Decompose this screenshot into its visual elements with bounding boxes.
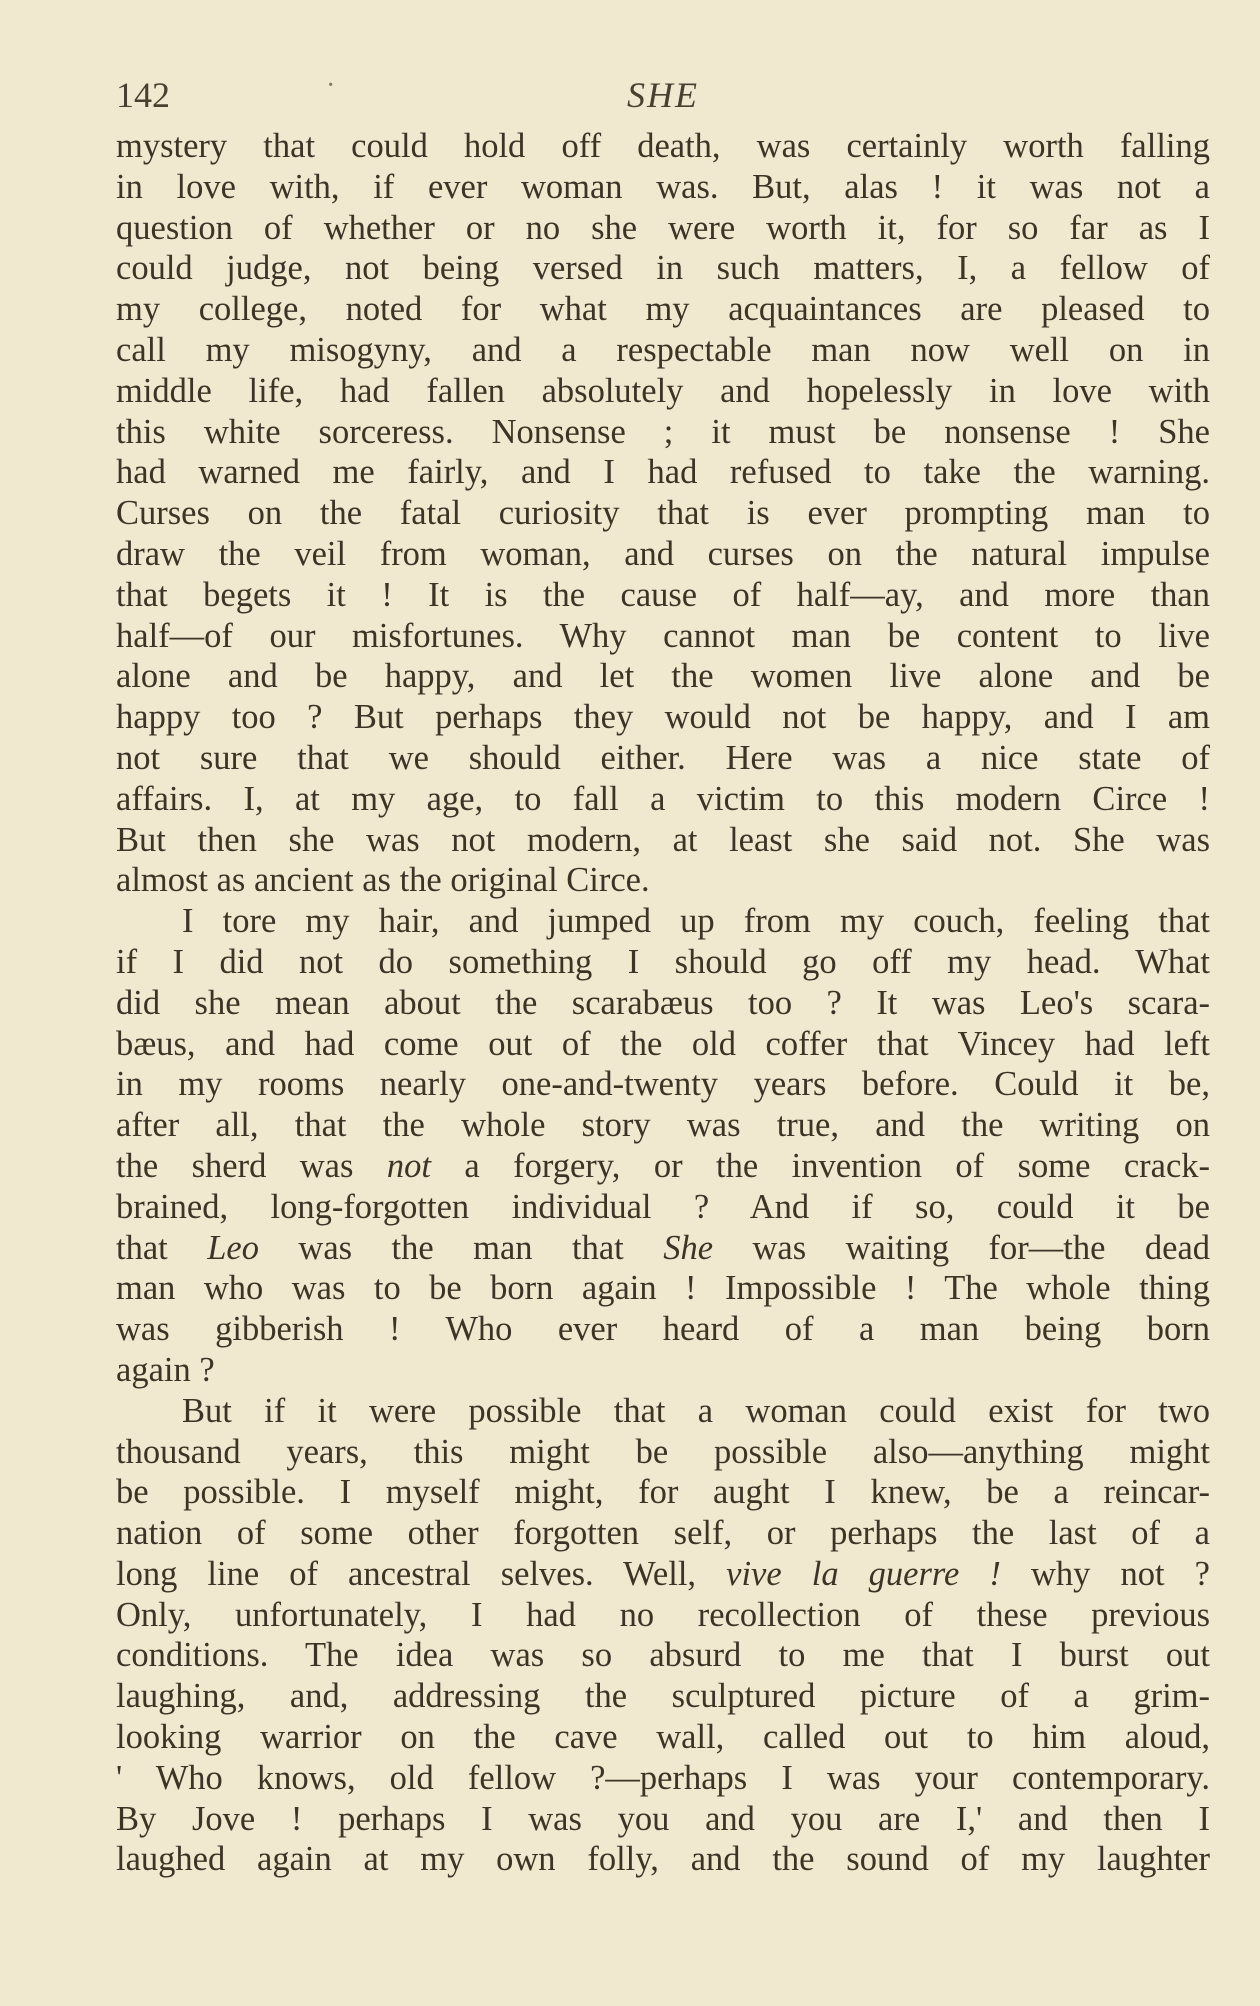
text-run: bæus, and had come out of the old coffer that Vincey had left: [116, 1024, 1210, 1063]
text-run: half—of our misfortunes. Why cannot man be content to live: [116, 616, 1210, 655]
italic-text: She: [663, 1228, 714, 1267]
text-line: [116, 371, 1210, 412]
text-run: thousand years, this might be possible also—anything might: [116, 1432, 1210, 1471]
text-line: [116, 575, 1210, 616]
text-line: [116, 1635, 1210, 1676]
text-line: [116, 167, 1210, 208]
text-run: man who was to be born again ! Impossible ! The whole thing: [116, 1269, 1210, 1308]
running-title: SHE: [627, 75, 699, 115]
text-line: [116, 1228, 1210, 1269]
text-run: happy too ? But perhaps they would not be happy, and I am: [116, 698, 1210, 737]
text-line: [116, 248, 1210, 289]
text-line: [116, 330, 1210, 371]
text-line: [116, 452, 1210, 493]
text-line: [116, 738, 1210, 779]
text-run: did she mean about the scarabæus too ? It was Leo's scara-: [116, 983, 1210, 1022]
text-run: was gibberish ! Who ever heard of a man being born: [116, 1310, 1210, 1349]
text-run: question of whether or no she were worth it, for so far as I: [116, 208, 1210, 247]
text-line: [116, 1513, 1210, 1554]
text-run: By Jove ! perhaps I was you and you are I,' and then I: [116, 1799, 1210, 1838]
text-run: brained, long-forgotten individual ? And if so, could it be: [116, 1187, 1210, 1226]
text-line: [116, 534, 1210, 575]
text-run: not sure that we should either. Here was a nice state of: [116, 738, 1210, 777]
text-line: [116, 289, 1210, 330]
text-run: that begets it ! It is the cause of half—ay, and more than: [116, 575, 1210, 614]
text-line: [116, 1758, 1210, 1799]
text-line: [116, 697, 1210, 738]
text-run: after all, that the whole story was true, and the writing on: [116, 1106, 1210, 1145]
italic-text: not: [386, 1146, 431, 1185]
text-run: could judge, not being versed in such matters, I, a fellow of: [116, 249, 1210, 288]
text-run: this white sorceress. Nonsense ; it must be nonsense ! She: [116, 412, 1210, 451]
page-number: 142: [116, 75, 170, 115]
text-run: affairs. I, at my age, to fall a victim to this modern Circe !: [116, 779, 1210, 818]
text-line: [116, 1187, 1210, 1228]
text-run: looking warrior on the cave wall, called out to him aloud,: [116, 1718, 1210, 1757]
text-run: a forgery, or the invention of some crack-: [430, 1146, 1211, 1185]
text-line: [116, 1309, 1210, 1350]
text-run: if I did not do something I should go off my head. What: [116, 942, 1210, 981]
text-line: [116, 126, 1210, 167]
text-line: [116, 1472, 1210, 1513]
text-run: draw the veil from woman, and curses on the natural impulse: [116, 534, 1210, 573]
text-line: [116, 1799, 1210, 1840]
text-run: that: [116, 1228, 208, 1267]
text-line: [116, 1105, 1210, 1146]
text-run: again ?: [116, 1350, 215, 1389]
text-run: was the man that: [258, 1228, 664, 1267]
text-line: [116, 1350, 1210, 1391]
body-text: [116, 126, 1210, 1880]
text-run: laughing, and, addressing the sculptured picture of a grim-: [116, 1677, 1210, 1716]
text-line: [116, 1268, 1210, 1309]
text-line: [116, 1676, 1210, 1717]
text-run: Curses on the fatal curiosity that is ever prompting man to: [116, 494, 1210, 533]
text-line: [116, 1717, 1210, 1758]
text-line: [116, 942, 1210, 983]
text-line: [116, 493, 1210, 534]
text-line: [116, 779, 1210, 820]
text-run: I tore my hair, and jumped up from my couch, feeling that: [182, 902, 1210, 941]
text-line: [116, 983, 1210, 1024]
text-run: But if it were possible that a woman could exist for two: [182, 1391, 1210, 1430]
italic-text: Leo: [207, 1228, 259, 1267]
text-line: [116, 208, 1210, 249]
text-line: [116, 820, 1210, 861]
text-line: [116, 1024, 1210, 1065]
text-run: call my misogyny, and a respectable man now well on in: [116, 330, 1210, 369]
header-separator: ·: [326, 70, 336, 101]
text-line: [116, 1146, 1210, 1187]
text-line: [116, 656, 1210, 697]
text-run: mystery that could hold off death, was certainly worth falling: [116, 127, 1210, 165]
text-run: Only, unfortunately, I had no recollection of these previous: [116, 1595, 1210, 1634]
italic-text: vive la guerre !: [726, 1554, 1001, 1593]
text-run: in love with, if ever woman was. But, alas ! it was not a: [116, 167, 1210, 206]
text-line: [116, 1554, 1210, 1595]
text-line: [116, 1064, 1210, 1105]
text-run: my college, noted for what my acquaintances are pleased to: [116, 290, 1210, 329]
text-run: was waiting for—the dead: [713, 1228, 1211, 1267]
text-run: why not ?: [1000, 1554, 1210, 1593]
text-run: in my rooms nearly one-and-twenty years before. Could it be,: [116, 1065, 1210, 1104]
text-run: ' Who knows, old fellow ?—perhaps I was your contemporary.: [116, 1758, 1210, 1797]
text-line: [116, 412, 1210, 453]
text-line: [116, 1391, 1210, 1432]
text-line: [116, 860, 1210, 901]
text-line: [116, 1595, 1210, 1636]
text-run: conditions. The idea was so absurd to me that I burst out: [116, 1636, 1210, 1675]
text-line: [116, 1839, 1210, 1880]
text-run: But then she was not modern, at least she said not. She was: [116, 820, 1210, 859]
text-run: be possible. I myself might, for aught I knew, be a reincar-: [116, 1473, 1210, 1512]
text-line: [116, 616, 1210, 657]
text-line: [116, 1432, 1210, 1473]
text-run: had warned me fairly, and I had refused to take the warning.: [116, 453, 1210, 492]
text-run: nation of some other forgotten self, or perhaps the last of a: [116, 1514, 1210, 1553]
text-run: middle life, had fallen absolutely and hopelessly in love with: [116, 371, 1210, 410]
text-run: the sherd was: [116, 1146, 387, 1185]
text-run: alone and be happy, and let the women live alone and be: [116, 657, 1210, 696]
text-line: [116, 901, 1210, 942]
text-run: long line of ancestral selves. Well,: [116, 1554, 727, 1593]
page-header: [116, 70, 1210, 124]
text-run: almost as ancient as the original Circe.: [116, 861, 650, 900]
text-run: laughed again at my own folly, and the sound of my laughter: [116, 1840, 1210, 1879]
